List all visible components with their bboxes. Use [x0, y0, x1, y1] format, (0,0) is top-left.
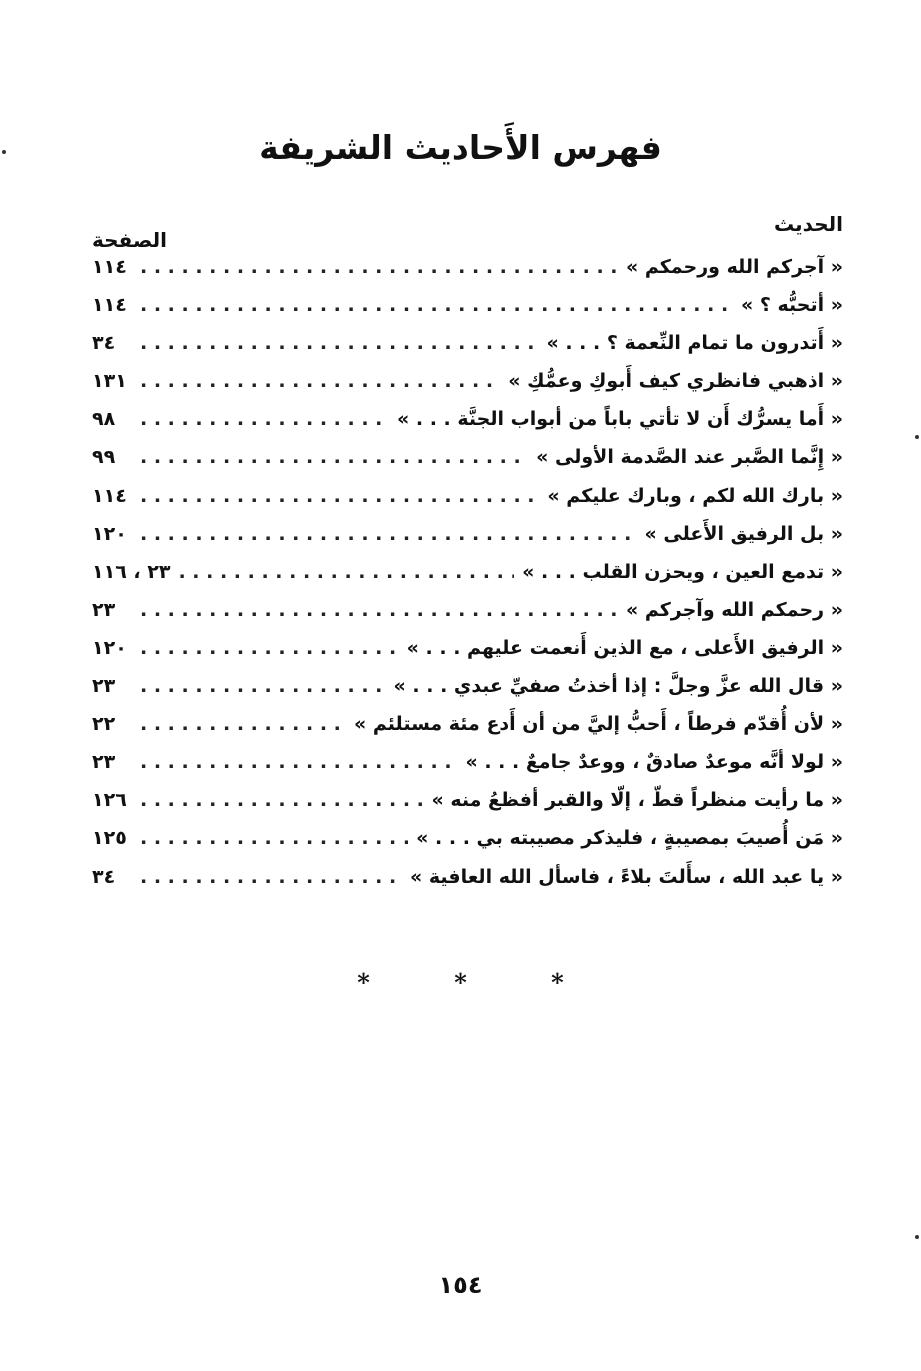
- index-entry: [92, 446, 843, 484]
- dot-leader: [140, 827, 408, 849]
- hadith-text: « أتحبُّه ؟ »: [740, 294, 843, 317]
- hadith-text: « اذهبي فانظري كيف أَبوكِ وعمُّكِ »: [508, 370, 843, 393]
- dot-leader: [140, 599, 618, 621]
- page-column-header: الصفحة: [92, 228, 168, 252]
- page-reference: ٣٤: [92, 332, 116, 355]
- page-title: فهرس الأَحاديث الشريفة: [259, 128, 662, 167]
- dot-leader: [140, 256, 618, 278]
- page-reference: ٢٣: [92, 751, 116, 774]
- index-entry: [92, 370, 843, 408]
- dot-leader: [140, 866, 402, 888]
- index-entry: [92, 866, 843, 904]
- margin-mark: [915, 435, 919, 439]
- index-entry: [92, 675, 843, 713]
- index-entry: [92, 485, 843, 523]
- hadith-text: « أَما يسرُّك أَن لا تأتي باباً من أبواب الجنَّة . . . »: [397, 408, 843, 431]
- dot-leader: [140, 294, 733, 316]
- page-reference: ١٢٦: [92, 789, 127, 812]
- dot-leader: [140, 370, 500, 392]
- index-entry: [92, 827, 843, 865]
- dot-leader: [140, 713, 346, 735]
- page-reference: ١١٤: [92, 256, 127, 278]
- dot-leader: [140, 332, 538, 354]
- hadith-text: « أَتدرون ما تمام النِّعمة ؟ . . . »: [546, 332, 843, 355]
- hadith-text: « قال الله عزَّ وجلَّ : إذا أخذتُ صفيِّ عبدي . . . »: [393, 675, 843, 698]
- margin-mark: [915, 1235, 919, 1239]
- hadith-text: « الرفيق الأَعلى ، مع الذين أَنعمت عليهم . . . »: [406, 636, 843, 659]
- dot-leader: [140, 675, 386, 697]
- hadith-text: « آجركم الله ورحمكم »: [625, 256, 843, 278]
- page-reference: ١٢٠: [92, 636, 127, 659]
- hadith-index-list: [92, 256, 843, 904]
- page-reference: ٢٣: [92, 598, 116, 621]
- separator-star: *: [551, 968, 564, 997]
- index-entry: [92, 713, 843, 751]
- hadith-text: « يا عبد الله ، سأَلتَ بلاءً ، فاسأل الله العافية »: [409, 865, 843, 888]
- index-entry: [92, 637, 843, 675]
- page-reference: ٩٨: [92, 408, 116, 431]
- dot-leader: [140, 751, 457, 773]
- hadith-text: « مَن أُصيبَ بمصيبةٍ ، فليذكر مصيبته بي . . . »: [416, 827, 843, 850]
- index-entry: [92, 408, 843, 446]
- page-reference: ١١٤: [92, 294, 127, 317]
- dot-leader: [140, 408, 389, 430]
- page-reference: ١٢٥: [92, 827, 127, 850]
- index-entry: [92, 256, 843, 294]
- dot-leader: [140, 523, 636, 545]
- page-number: ١٥٤: [438, 1271, 483, 1299]
- hadith-column-header: الحديث: [773, 212, 843, 236]
- dot-leader: [140, 485, 539, 507]
- index-entry: [92, 332, 843, 370]
- index-entry: [92, 523, 843, 561]
- hadith-text: « لأن أُقدّم فرطاً ، أَحبُّ إليَّ من أن أَدع مئة مستلئم »: [354, 713, 843, 736]
- page-reference: ١١٤: [92, 484, 127, 507]
- index-entry: [92, 751, 843, 789]
- hadith-text: « رحمكم الله وآجركم »: [625, 598, 843, 621]
- index-entry: [92, 789, 843, 827]
- dot-leader: [178, 561, 514, 583]
- hadith-text: « بارك الله لكم ، وبارك عليكم »: [547, 484, 843, 507]
- page-reference: ٢٣ ، ١١٦: [92, 560, 171, 583]
- hadith-text: « ما رأيت منظراً قطّ ، إلّا والقبر أفظعُ منه »: [431, 789, 843, 812]
- hadith-text: « إِنَّما الصَّبر عند الصَّدمة الأولى »: [536, 446, 843, 469]
- index-entry: [92, 599, 843, 637]
- separator-star: *: [357, 968, 370, 997]
- separator-star: *: [454, 968, 467, 997]
- dot-leader: [140, 446, 528, 468]
- index-entry: [92, 561, 843, 599]
- section-separator: [0, 968, 921, 997]
- page-reference: ٣٤: [92, 865, 116, 888]
- hadith-text: « تدمع العين ، ويحزن القلب . . . »: [522, 560, 843, 583]
- page-reference: ٢٢: [92, 713, 116, 736]
- page-reference: ١٣١: [92, 370, 127, 393]
- page-reference: ١٢٠: [92, 522, 127, 545]
- hadith-text: « بل الرفيق الأَعلى »: [644, 522, 843, 545]
- page-reference: ٢٣: [92, 675, 116, 698]
- dot-leader: [140, 637, 399, 659]
- page-reference: ٩٩: [92, 446, 116, 469]
- dot-leader: [140, 789, 423, 811]
- hadith-text: « لولا أنَّه موعدٌ صادقٌ ، ووعدٌ جامعٌ . . . »: [465, 751, 843, 774]
- index-entry: [92, 294, 843, 332]
